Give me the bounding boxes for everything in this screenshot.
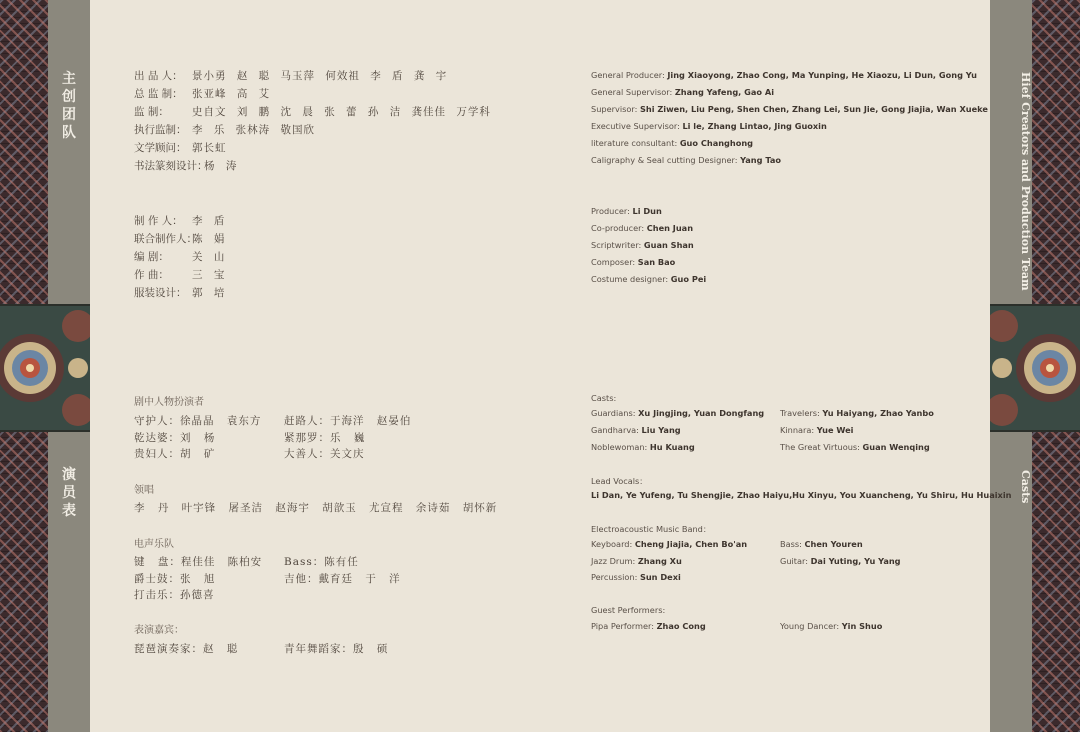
cn-credits-production xyxy=(134,212,225,302)
credit-line: Scriptwriter: Guan Shan xyxy=(591,240,694,250)
left-medallion-tile xyxy=(0,304,90,432)
cast-row: 守护人：徐晶晶 袁东方 xyxy=(134,415,262,427)
credit-line: 出 品 人： 景小勇 赵 聪 马玉萍 何效祖 李 盾 龚 宇 xyxy=(134,70,448,82)
right-medallion-tile xyxy=(990,304,1080,432)
cn-casts-heading: 剧中人物扮演者 xyxy=(134,397,204,408)
right-decorative-strip xyxy=(990,0,1080,732)
guest-row: 琵琶演奏家：赵 聪 xyxy=(134,643,239,655)
band-row: Guitar: Dai Yuting, Yu Yang xyxy=(780,556,901,566)
credit-line: Producer: Li Dun xyxy=(591,206,662,216)
credit-line: General Producer: Jing Xiaoyong, Zhao Cong, Ma Yunping, He Xiaozu, Li Dun, Gong Yu xyxy=(591,70,977,80)
credit-line: 文学顾问： 郭长虹 xyxy=(134,142,227,154)
section-title-casts-en: Casts xyxy=(1019,470,1032,504)
en-guest-heading: Guest Performers: xyxy=(591,605,666,615)
section-title-main-team-cn: 主 创 团 队 xyxy=(62,71,76,141)
credit-line: Costume designer: Guo Pei xyxy=(591,274,707,284)
credit-line: 联合制作人：陈 娟 xyxy=(134,233,226,245)
mandala-icon xyxy=(990,306,1080,430)
cn-band-heading: 电声乐队 xyxy=(134,539,174,550)
cn-vocals-list: 李 丹 叶宇锋 屠圣洁 赵海宇 胡歆玉 尤宣程 余诗茹 胡怀新 xyxy=(134,502,498,514)
credit-line: 总 监 制： 张亚峰 高 艾 xyxy=(134,88,271,100)
left-decorative-strip xyxy=(0,0,90,732)
cast-row: Travelers: Yu Haiyang, Zhao Yanbo xyxy=(780,408,934,418)
credit-line: Co-producer: Chen Juan xyxy=(591,223,694,233)
section-title-casts-cn: 演 员 表 xyxy=(62,467,76,519)
cast-row: 赶路人：于海洋 赵晏伯 xyxy=(284,415,412,427)
en-vocals-heading: Lead Vocals： xyxy=(591,476,648,486)
band-row: 键 盘：程佳佳 陈柏安 xyxy=(134,556,263,568)
mandala-icon xyxy=(0,306,90,430)
en-credits-main xyxy=(591,67,988,169)
en-casts-heading: Casts: xyxy=(591,393,617,403)
cast-row: 贵妇人：胡 矿 xyxy=(134,448,216,460)
cast-row: 大善人：关文庆 xyxy=(284,448,365,460)
credit-line: 编 剧： 关 山 xyxy=(134,251,226,263)
credit-line: Executive Supervisor: Li le, Zhang Lintao, Jing Guoxin xyxy=(591,121,827,131)
band-row: Keyboard: Cheng Jiajia, Chen Bo'an xyxy=(591,539,748,549)
band-row: 爵士鼓：张 旭 xyxy=(134,573,216,585)
guest-row: 青年舞蹈家：殷 硕 xyxy=(284,643,389,655)
credit-line: 服装设计： 郭 培 xyxy=(134,287,226,299)
credit-line: literature consultant: Guo Changhong xyxy=(591,138,754,148)
band-row: 吉他：戴育廷 于 洋 xyxy=(284,573,401,585)
en-credits-production xyxy=(591,203,706,288)
cast-row: Gandharva: Liu Yang xyxy=(591,425,681,435)
credit-line: 书法篆刻设计：杨 涛 xyxy=(134,160,238,172)
credit-line: 监 制： 史自文 刘 鹏 沈 晨 张 蕾 孙 洁 龚佳佳 万学科 xyxy=(134,106,491,118)
credit-line: 作 曲： 三 宝 xyxy=(134,269,226,281)
cast-row: The Great Virtuous: Guan Wenqing xyxy=(780,442,930,452)
cast-row: Noblewoman: Hu Kuang xyxy=(591,442,695,452)
band-row: Bass：陈有任 xyxy=(284,556,359,568)
cast-row: Guardians: Xu Jingjing, Yuan Dongfang xyxy=(591,408,765,418)
credit-line: 制 作 人： 李 盾 xyxy=(134,215,226,227)
cn-credits-main xyxy=(134,67,491,175)
band-row: Bass: Chen Youren xyxy=(780,539,863,549)
en-vocals-list: Li Dan, Ye Yufeng, Tu Shengjie, Zhao Haiyu,Hu Xinyu, You Xuancheng, Yu Shiru, Hu Huaixin xyxy=(591,490,1012,500)
en-band-heading: Electroacoustic Music Band： xyxy=(591,524,712,534)
credit-line: 执行监制： 李 乐 张林涛 敬国欣 xyxy=(134,124,316,136)
cast-row: 紧那罗：乐 巍 xyxy=(284,432,366,444)
section-title-main-team-en: Hief Creators and Production Team xyxy=(1019,72,1032,291)
cn-vocals-heading: 领唱 xyxy=(134,485,154,496)
band-row: Percussion: Sun Dexi xyxy=(591,572,681,582)
credit-line: Supervisor: Shi Ziwen, Liu Peng, Shen Chen, Zhang Lei, Sun Jie, Gong Jiajia, Wan Xueke xyxy=(591,104,988,114)
band-row: Jazz Drum: Zhang Xu xyxy=(591,556,682,566)
cn-guest-heading: 表演嘉宾： xyxy=(134,625,184,636)
band-row: 打击乐：孙德喜 xyxy=(134,589,215,601)
cast-row: Kinnara: Yue Wei xyxy=(780,425,854,435)
credit-line: Caligraphy & Seal cutting Designer: Yang Tao xyxy=(591,155,781,165)
cast-row: 乾达婆：刘 杨 xyxy=(134,432,216,444)
credit-line: General Supervisor: Zhang Yafeng, Gao Ai xyxy=(591,87,775,97)
credit-line: Composer: San Bao xyxy=(591,257,676,267)
guest-row: Young Dancer: Yin Shuo xyxy=(780,621,883,631)
guest-row: Pipa Performer: Zhao Cong xyxy=(591,621,706,631)
